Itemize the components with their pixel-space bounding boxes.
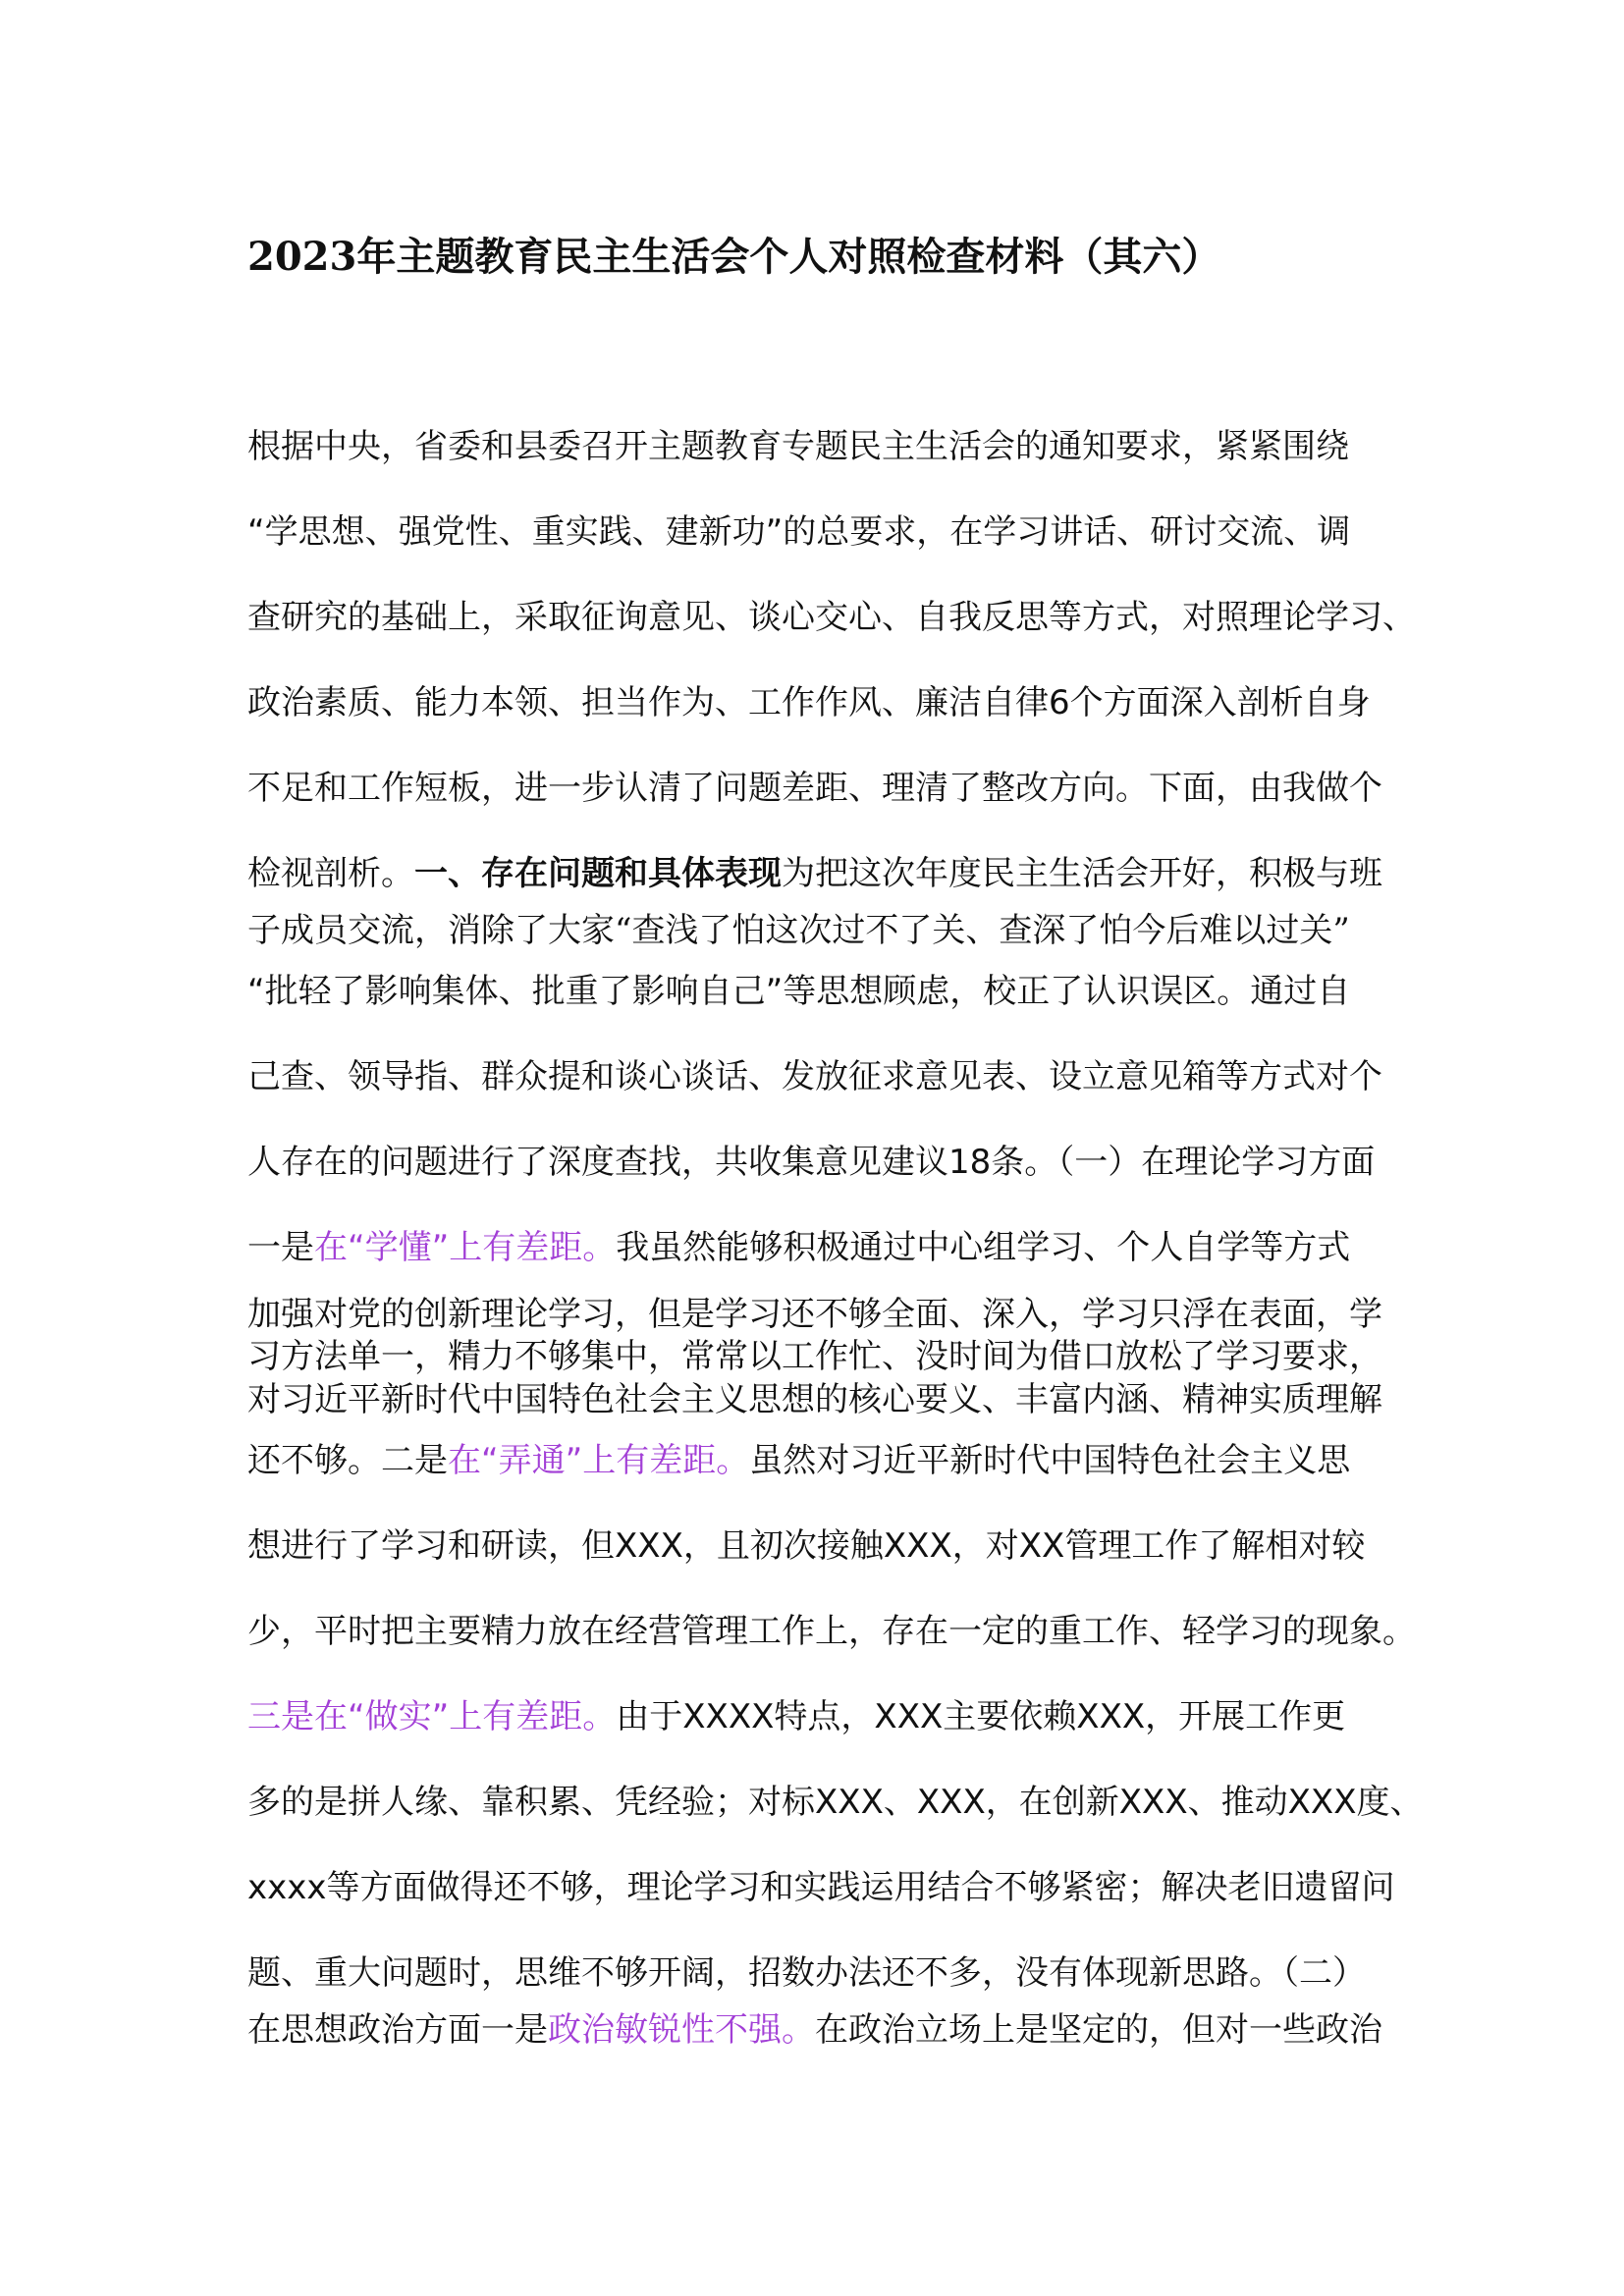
paragraph-line: 还不够。二是在“弄通”上有差距。虽然对习近平新时代中国特色社会主义思	[247, 1441, 1351, 1480]
subsection-heading: （二）	[1282, 1953, 1366, 1993]
highlighted-point: 在“做实”上有差距。	[314, 1697, 617, 1736]
paragraph-line: “批轻了影响集体、批重了影响自己”等思想顾虑，校正了认识误区。通过自	[247, 972, 1351, 1011]
paragraph-line: 人存在的问题进行了深度查找，共收集意见建议18条。（一）在理论学习方面	[247, 1143, 1376, 1182]
paragraph-line: 在思想政治方面一是政治敏锐性不强。在政治立场上是坚定的，但对一些政治	[247, 2010, 1382, 2050]
paragraph-line: xxxx等方面做得还不够，理论学习和实践运用结合不够紧密；解决老旧遗留问	[247, 1868, 1395, 1907]
paragraph-line: 习方法单一，精力不够集中，常常以工作忙、没时间为借口放松了学习要求，	[247, 1337, 1382, 1376]
paragraph-line: 对习近平新时代中国特色社会主义思想的核心要义、丰富内涵、精神实质理解	[247, 1380, 1382, 1419]
subsection-heading: （一）在理论学习方面	[1057, 1143, 1376, 1182]
section-heading: 一、存在问题和具体表现	[414, 854, 782, 893]
highlighted-point: 政治敏锐性不强。	[548, 2010, 815, 2050]
paragraph-line: 想进行了学习和研读，但XXX，且初次接触XXX，对XX管理工作了解相对较	[247, 1526, 1366, 1566]
paragraph-line: 少，平时把主要精力放在经营管理工作上，存在一定的重工作、轻学习的现象。	[247, 1612, 1416, 1651]
paragraph-line: 子成员交流，消除了大家“查浅了怕这次过不了关、查深了怕今后难以过关”	[247, 911, 1350, 950]
paragraph-line: 检视剖析。一、存在问题和具体表现为把这次年度民主生活会开好，积极与班	[247, 854, 1382, 893]
paragraph-line: 政治素质、能力本领、担当作为、工作作风、廉洁自律6个方面深入剖析自身	[247, 683, 1371, 722]
paragraph-line: 一是在“学懂”上有差距。我虽然能够积极通过中心组学习、个人自学等方式	[247, 1228, 1351, 1267]
paragraph-line: 根据中央，省委和县委召开主题教育专题民主生活会的通知要求，紧紧围绕	[247, 427, 1349, 466]
paragraph-line: “学思想、强党性、重实践、建新功”的总要求，在学习讲话、研讨交流、调	[247, 512, 1351, 552]
paragraph-line: 题、重大问题时，思维不够开阔，招数办法还不多，没有体现新思路。（二）	[247, 1953, 1366, 1993]
paragraph-line: 己查、领导指、群众提和谈心谈话、发放征求意见表、设立意见箱等方式对个	[247, 1057, 1382, 1096]
highlighted-point: 在“学懂”上有差距。	[314, 1228, 617, 1267]
paragraph-line: 多的是拼人缘、靠积累、凭经验；对标XXX、XXX，在创新XXX、推动XXX度、	[247, 1783, 1424, 1822]
paragraph-line: 加强对党的创新理论学习，但是学习还不够全面、深入，学习只浮在表面，学	[247, 1295, 1382, 1334]
paragraph-line: 查研究的基础上，采取征询意见、谈心交心、自我反思等方式，对照理论学习、	[247, 598, 1416, 637]
highlighted-point: 在“弄通”上有差距。	[448, 1441, 750, 1480]
document-title: 2023年主题教育民主生活会个人对照检查材料（其六）	[247, 234, 1221, 280]
paragraph-line: 不足和工作短板，进一步认清了问题差距、理清了整改方向。下面，由我做个	[247, 769, 1382, 808]
paragraph-line: 三是在“做实”上有差距。由于XXXX特点，XXX主要依赖XXX，开展工作更	[247, 1697, 1346, 1736]
